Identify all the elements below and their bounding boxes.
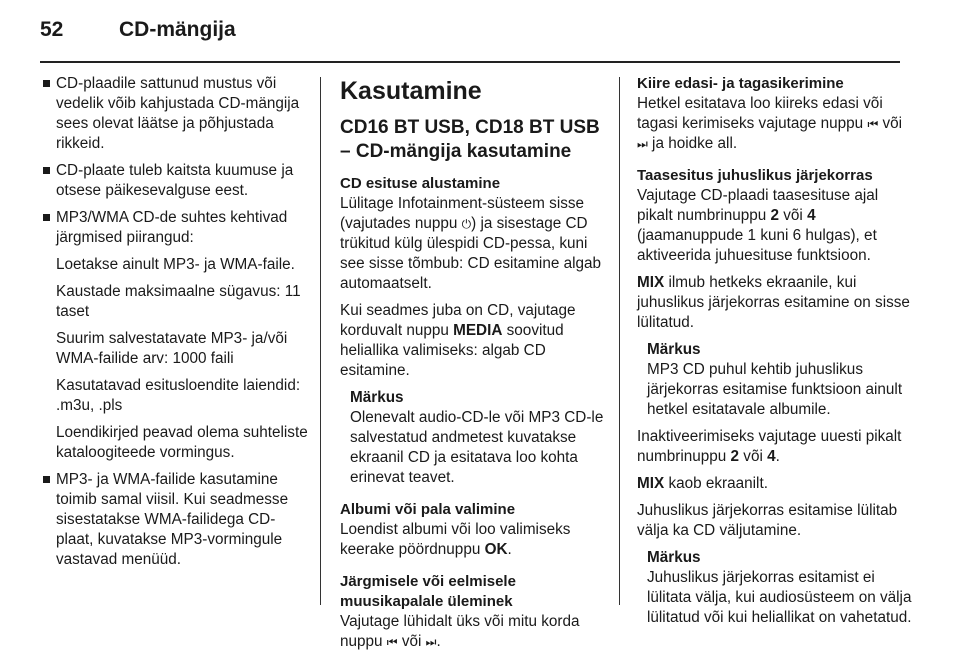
note-box [637,548,913,628]
note-title: Märkus [647,341,701,358]
note-box [637,340,913,420]
shuffle-paragraph: Vajutage CD-plaadi taasesituse ajal pikalt numbrinuppu 2 või 4 (jaamanuppude 1 kuni 6 hulgas), et aktiveerida juhuesituse funktsioon. [637,187,879,264]
sub-item: Kaustade maksimaalne sügavus: 11 taset [56,283,301,320]
bullet-item: MP3- ja WMA-failide kasutamine toimib samal viisil. Kui seadmesse sisestatakse WMA-failidega CD-plaat, kuvatakse MP3-vormingule vastavad menüüd. [40,470,310,570]
ok-button-label: OK [484,541,508,558]
middle-column [340,74,608,659]
note-box [340,388,608,488]
page-number: 52 [40,18,64,41]
bullet-item: CD-plaate tuleb kaitsta kuumuse ja otsese päikesevalguse eest. [40,161,310,201]
sub-item: Loetakse ainult MP3- ja WMA-faile. [56,256,295,273]
note-text: MP3 CD puhul kehtib juhuslikus järjekorras esitamise funktsioon ainult hetkel esitatavale albumile. [647,361,903,418]
eject-paragraph: Juhuslikus järjekorras esitamise lülitab välja ka CD väljutamine. [637,502,898,539]
left-column [40,74,310,577]
power-icon: ⏻ [461,217,472,231]
note-text: Olenevalt audio-CD-le või MP3 CD-le salvestatud andmetest kuvatakse ekraanil CD ja esitatava loo kohta erinevat teavet. [350,409,604,486]
header-rule [40,61,900,63]
note-title: Märkus [350,389,404,406]
sub-item: Suurim salvestatavate MP3- ja/või WMA-failide arv: 1000 faili [56,330,288,367]
column-divider-1 [320,77,321,605]
note-text: Juhuslikus järjekorras esitamist ei lülitata välja, kui audiosüsteem on välja lülitatud või kui heliallikat on vahetatud. [647,569,912,626]
shuffle-heading: Taasesitus juhuslikus järjekorras [637,167,873,184]
next-track-icon: ⏭ [637,137,648,151]
mix-on-paragraph: MIX ilmub hetkeks ekraanile, kui juhuslikus järjekorras esitamine on sisse lülitatud. [637,274,910,331]
next-track-icon: ⏭ [425,635,437,649]
cd-start-paragraph: Lülitage Infotainment-süsteem sisse (vajutades nuppu ⏻) ja sisestage CD trükitud külg ülespidi CD-pessa, kuni see sisse tõmbub: CD esitamine algab automaatselt. [340,195,602,292]
previous-track-icon: ⏮ [867,117,879,131]
page-title: CD-mängija [119,18,236,41]
fast-forward-heading: Kiire edasi- ja tagasikerimine [637,75,844,92]
cd-start-heading: CD esituse alustamine [340,175,501,192]
media-button-label: MEDIA [453,322,503,339]
mix-off-paragraph: MIX kaob ekraanilt. [637,475,768,492]
previous-track-icon: ⏮ [386,635,398,649]
deactivate-paragraph: Inaktiveerimiseks vajutage uuesti pikalt numbrinuppu 2 või 4. [637,428,902,465]
album-select-paragraph: Loendist albumi või loo valimiseks keerake pöördnuppu OK. [340,521,571,558]
album-select-heading: Albumi või pala valimine [340,501,516,518]
sub-item: Kasutatavad esitusloendite laiendid: .m3u, .pls [56,377,301,414]
sub-item: Loendikirjed peavad olema suhteliste kataloogiteede vormingus. [56,424,308,461]
track-skip-heading: Järgmisele või eelmisele muusikapalale üleminek [340,573,516,610]
column-divider-2 [619,77,620,605]
cd-media-paragraph: Kui seadmes juba on CD, vajutage korduvalt nuppu MEDIA soovitud heliallika valimiseks: algab CD esitamine. [340,302,576,379]
section-heading: Kasutamine [340,77,482,105]
subsection-heading: CD16 BT USB, CD18 BT USB – CD-mängija kasutamine [340,117,600,162]
fast-forward-paragraph: Hetkel esitatava loo kiireks edasi või tagasi kerimiseks vajutage nuppu ⏮ või ⏭ ja hoidke all. [637,95,903,152]
track-skip-paragraph: Vajutage lühidalt üks või mitu korda nuppu ⏮ või ⏭. [340,613,580,650]
right-column [637,74,913,635]
bullet-item: MP3/WMA CD-de suhtes kehtivad järgmised piirangud: [40,208,310,248]
bullet-item: CD-plaadile sattunud mustus või vedelik võib kahjustada CD-mängija sees olevat läätse ja põhjustada rikkeid. [40,74,310,154]
note-title: Märkus [647,549,701,566]
